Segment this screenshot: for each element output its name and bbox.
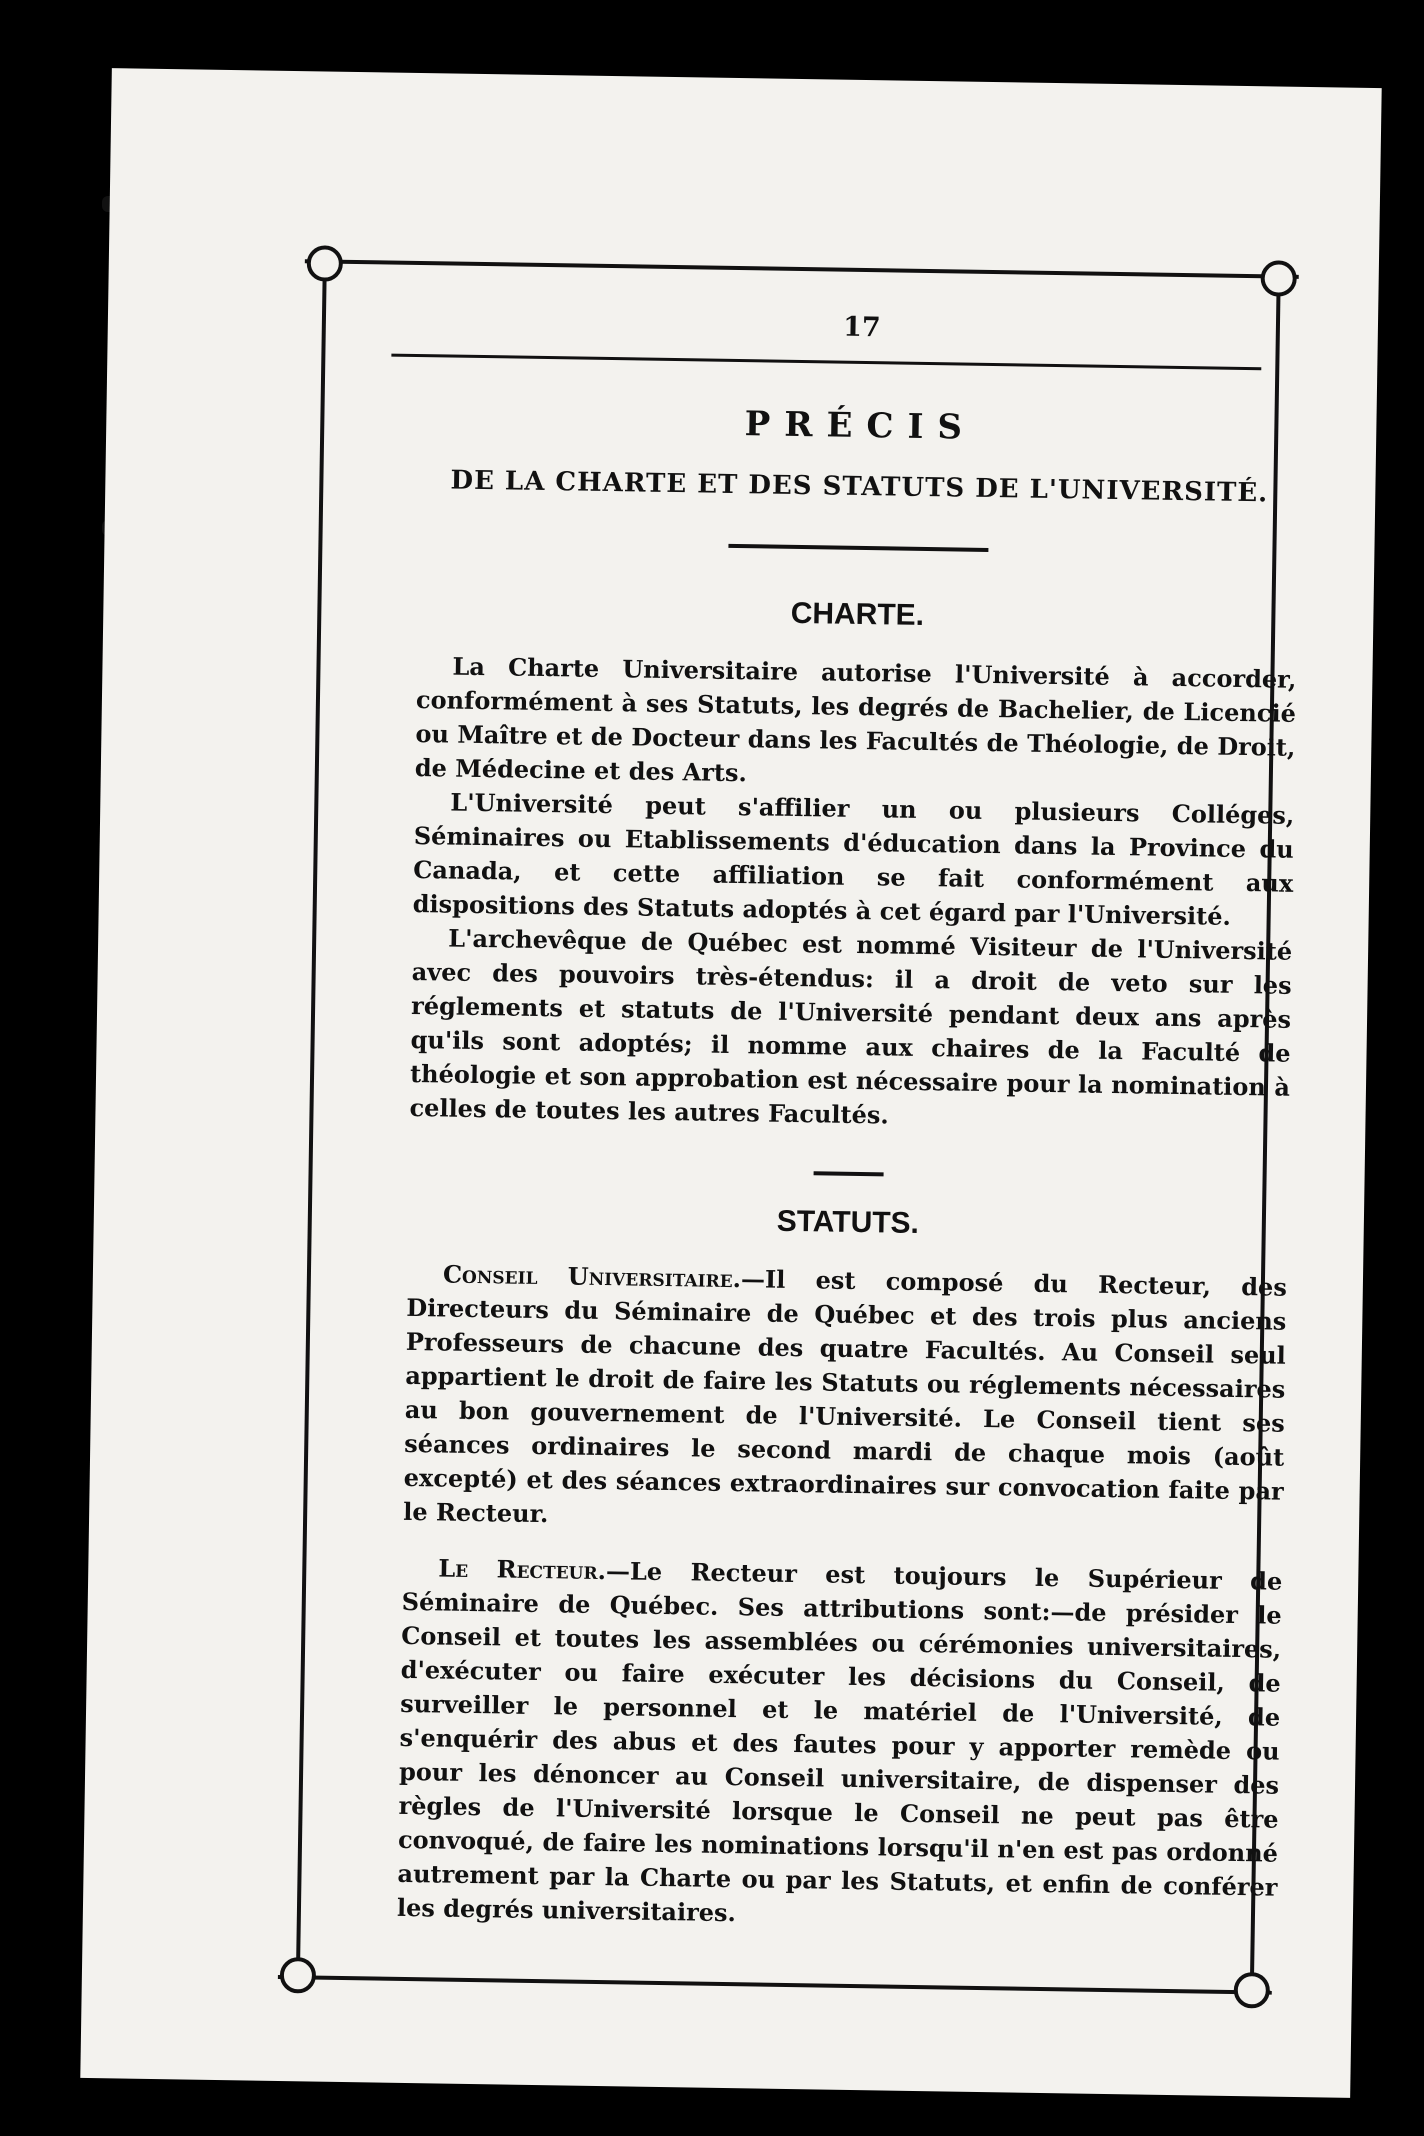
page-title: PRÉCIS: [744, 404, 977, 448]
corner-ornament: [280, 1957, 317, 1994]
section-heading-charte: CHARTE.: [790, 596, 925, 632]
corner-ornament: [1234, 1972, 1271, 2009]
frame-bottom-rule: [278, 1975, 1272, 1995]
corner-ornament: [307, 245, 344, 282]
paragraph-lead: Conseil Universitaire.: [442, 1259, 742, 1294]
page-number: 17: [842, 311, 881, 344]
paragraph-text: —Il est composé du Recteur, des Directeurs du Séminaire de Québec et des trois plus anciens Professeurs de chacune des quatre Facultés. Au Conseil seul appartient le droit de faire les Statuts ou réglements nécessaires au bon gouvernement de l'Université. Le Conseil tient ses séances ordinaires le second mardi de chaque mois (août excepté) et des séances extraordinaires sur convocation faite par le Recteur.: [403, 1264, 1288, 1529]
statuts-paragraph: [397, 1551, 1283, 1939]
page-content: [397, 291, 1303, 1939]
section-heading-statuts: STATUTS.: [776, 1204, 920, 1240]
page-subtitle: DE LA CHARTE ET DES STATUTS DE L'UNIVERSITÉ.: [450, 465, 1269, 509]
header-rule: [391, 354, 1261, 371]
paragraph-text: —Le Recteur est toujours le Supérieur de Séminaire de Québec. Ses attributions sont:—de présider le Conseil et toutes les assemblées ou cérémonies universitaires, d'exécuter ou faire exécuter les décisions du Conseil, de surveiller le personnel et le matériel de l'Université, de s'enquérir des abus et des fautes pour y apporter remède ou pour les dénoncer au Conseil universitaire, de dispenser des règles de l'Université lorsque le Conseil ne peut pas être convoqué, de faire les nominations lorsqu'il n'en est pas ordonné autrement par la Charte ou par les Statuts, et enfin de conférer les degrés universitaires.: [396, 1556, 1283, 1928]
charte-paragraph: L'Université peut s'affilier un ou plusieurs Colléges, Séminaires ou Etablissements d'éducation dans la Province du Canada, et cette affiliation se fait conformément aux dispositions des Statuts adoptés à cet égard par l'Université.: [412, 787, 1295, 931]
paragraph-lead: Le Recteur.: [438, 1553, 607, 1586]
frame-top-rule: [305, 259, 1299, 279]
charte-paragraph: La Charte Universitaire autorise l'Université à accorder, conformément à ses Statuts, les degrés de Bachelier, de Licencié ou Maître et de Docteur dans les Facultés de Théologie, de Droit, de Médecine et des Arts.: [414, 651, 1297, 788]
book-page: [80, 68, 1381, 2098]
section-divider: [728, 544, 988, 552]
corner-ornament: [1260, 260, 1297, 297]
charte-paragraph: L'archevêque de Québec est nommé Visiteur de l'Université avec des pouvoirs très-étendus: il a droit de veto sur les réglements et statuts de l'Université pendant deux ans après qu'ils sont adoptés; il nomme aux chaires de la Faculté de théologie et son approbation est nécessaire pour la nomination à celles de toutes les autres Facultés.: [409, 923, 1293, 1130]
ornamental-frame: [296, 259, 1297, 1994]
statuts-paragraph: [403, 1257, 1287, 1543]
section-divider: [814, 1171, 884, 1176]
